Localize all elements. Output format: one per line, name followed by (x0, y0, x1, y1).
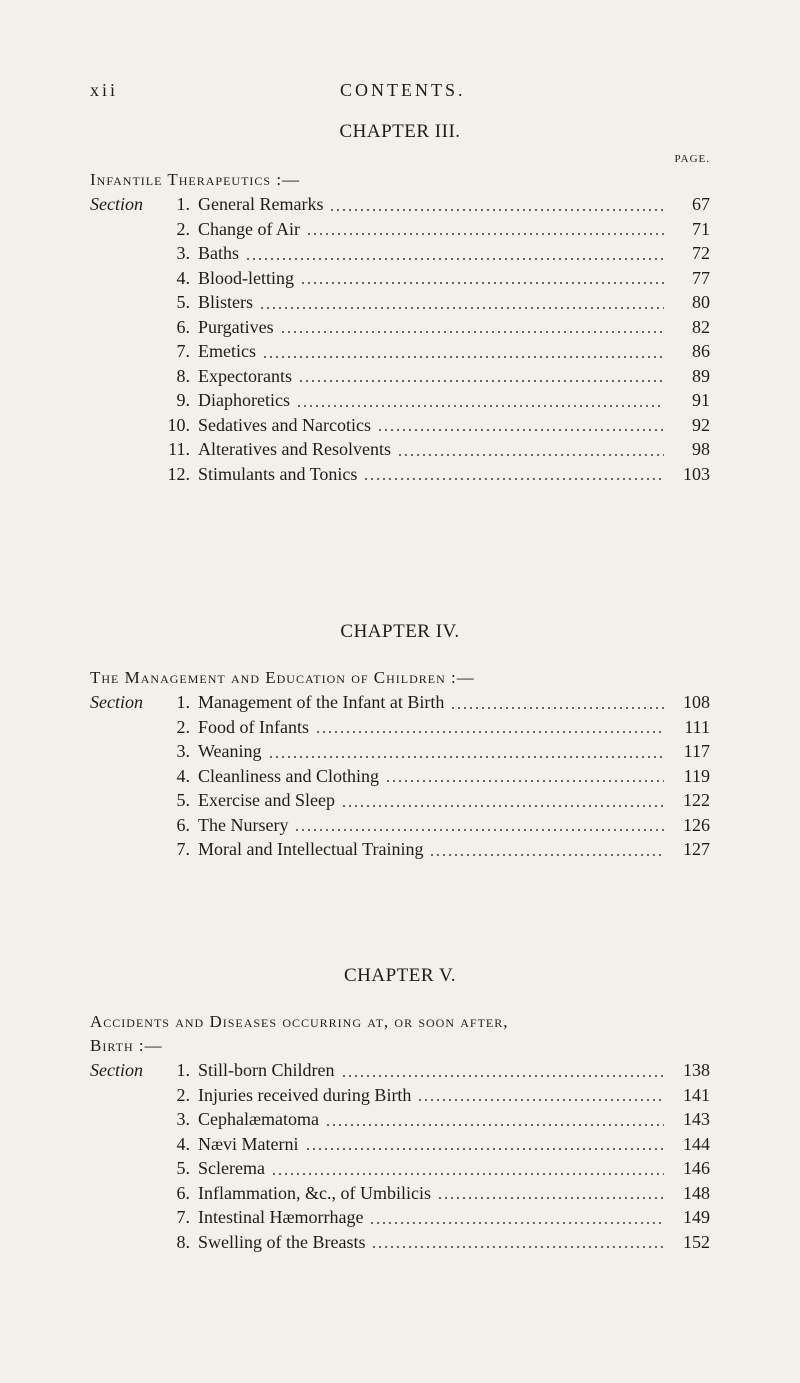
dot-leader (271, 1160, 664, 1175)
toc-entry[interactable] (90, 241, 710, 266)
entry-page: 80 (692, 292, 710, 312)
entry-title: Cleanliness and Clothing (198, 765, 379, 786)
entry-page: 127 (683, 839, 710, 859)
entry-number: 8. (176, 1231, 190, 1252)
entry-number: 7. (176, 839, 190, 859)
entry-title: Change of Air (198, 218, 300, 239)
entry-title: Inflammation, &c., of Umbilicis (198, 1182, 431, 1203)
toc-entry[interactable] (90, 364, 710, 389)
entry-page: 146 (683, 1158, 710, 1178)
entry-page: 144 (683, 1133, 710, 1154)
dot-leader (329, 196, 664, 211)
toc-entry[interactable] (90, 266, 710, 291)
toc-entry[interactable] (90, 764, 710, 789)
dot-leader (385, 768, 664, 783)
entry-title: Food of Infants (198, 716, 309, 737)
entry-title: Sclerema (198, 1158, 265, 1178)
toc-entry[interactable] (90, 1205, 710, 1230)
dot-leader (429, 841, 664, 856)
entry-title: Sedatives and Narcotics (198, 414, 371, 435)
dot-leader (377, 417, 664, 432)
toc-entry[interactable] (90, 437, 710, 462)
entry-number: 2. (176, 716, 190, 737)
entry-number: 2. (176, 1084, 190, 1105)
entry-title: Injuries received during Birth (198, 1084, 412, 1105)
toc-entry[interactable] (90, 388, 710, 413)
entry-page: 98 (692, 439, 710, 459)
toc-entry[interactable] (90, 715, 710, 740)
dot-leader (437, 1185, 664, 1200)
entry-number: 8. (176, 365, 190, 386)
entry-title: Exercise and Sleep (198, 790, 335, 810)
entry-page: 108 (683, 692, 710, 712)
chapter-5-heading: CHAPTER V. (344, 965, 456, 986)
entry-title: Moral and Intellectual Training (198, 839, 424, 859)
dot-leader (298, 368, 664, 383)
entry-page: 148 (683, 1182, 710, 1203)
entry-page: 149 (683, 1207, 710, 1227)
dot-leader (417, 1087, 664, 1102)
chapter-4-part-title: The Management and Education of Children :— (90, 668, 475, 687)
toc-entry[interactable] (90, 413, 710, 438)
dot-leader (371, 1234, 664, 1249)
entry-page: 143 (683, 1109, 710, 1129)
entry-page: 71 (692, 218, 710, 239)
entry-number: 5. (176, 790, 190, 810)
dot-leader (268, 743, 664, 758)
entry-title: Weaning (198, 741, 262, 761)
entry-number: 12. (167, 463, 190, 484)
dot-leader (450, 694, 664, 709)
running-head-title: CONTENTS. (340, 80, 466, 100)
dot-leader (341, 1062, 665, 1077)
entry-number: 1. (176, 194, 190, 214)
chapter-4-entries (90, 690, 710, 862)
toc-entry[interactable] (90, 315, 710, 340)
dot-leader (369, 1209, 664, 1224)
toc-entry[interactable] (90, 1156, 710, 1181)
dot-leader (296, 392, 664, 407)
entry-page: 152 (683, 1231, 710, 1252)
toc-entry[interactable] (90, 217, 710, 242)
entry-number: 9. (176, 390, 190, 410)
entry-number: 2. (176, 218, 190, 239)
entry-number: 4. (176, 1133, 190, 1154)
dot-leader (294, 817, 664, 832)
entry-page: 82 (692, 316, 710, 337)
entry-title: Diaphoretics (198, 390, 290, 410)
entry-number: 6. (176, 316, 190, 337)
toc-entry[interactable] (90, 1083, 710, 1108)
dot-leader (262, 343, 664, 358)
entry-title: Management of the Infant at Birth (198, 692, 445, 712)
entry-title: Stimulants and Tonics (198, 463, 358, 484)
toc-entry[interactable] (90, 813, 710, 838)
dot-leader (397, 441, 664, 456)
toc-entry[interactable] (90, 1181, 710, 1206)
chapter-3-part-title: Infantile Therapeutics :— (90, 170, 301, 189)
entry-page: 117 (683, 741, 710, 761)
dot-leader (306, 221, 664, 236)
entry-page: 91 (692, 390, 710, 410)
entry-number: 1. (176, 692, 190, 712)
entry-title: The Nursery (198, 814, 289, 835)
entry-number: 10. (167, 414, 190, 435)
entry-title: Purgatives (198, 316, 274, 337)
toc-entry[interactable] (90, 1107, 710, 1132)
entry-page: 77 (692, 267, 710, 288)
entry-page: 119 (683, 765, 710, 786)
entry-number: 3. (176, 741, 190, 761)
entry-title: Alteratives and Resolvents (198, 439, 391, 459)
entry-page: 89 (692, 365, 710, 386)
toc-entry[interactable] (90, 739, 710, 764)
chapter-3 (90, 118, 710, 486)
entry-title: Nævi Materni (198, 1133, 299, 1154)
entry-number: 5. (176, 1158, 190, 1178)
entry-page: 67 (692, 194, 710, 214)
dot-leader (341, 792, 664, 807)
chapter-5-part-title-line1: Accidents and Diseases occurring at, or soon after, (90, 1012, 509, 1031)
chapter-5-entries (90, 1058, 710, 1254)
entry-title: Blood-letting (198, 267, 294, 288)
toc-entry[interactable] (90, 837, 710, 862)
entry-number: 7. (176, 1207, 190, 1227)
dot-leader (363, 466, 664, 481)
entry-page: 141 (683, 1084, 710, 1105)
toc-entry[interactable] (90, 690, 710, 715)
entry-number: 4. (176, 267, 190, 288)
toc-entry[interactable] (90, 1058, 710, 1083)
toc-entry[interactable] (90, 1132, 710, 1157)
toc-entry[interactable] (90, 1230, 710, 1255)
chapter-5-part-title-line2: Birth :— (90, 1036, 163, 1055)
entry-title: General Remarks (198, 194, 324, 214)
dot-leader (280, 319, 664, 334)
entry-page: 72 (692, 243, 710, 263)
dot-leader (305, 1136, 665, 1151)
entry-page: 103 (683, 463, 710, 484)
entry-number: 11. (168, 439, 190, 459)
chapter-5 (90, 962, 710, 1254)
entry-page: 138 (683, 1060, 710, 1080)
running-head (90, 80, 710, 104)
entry-number: 6. (176, 1182, 190, 1203)
entry-page: 86 (692, 341, 710, 361)
page-column-label: PAGE. (674, 153, 710, 165)
entry-number: 5. (176, 292, 190, 312)
entry-title: Blisters (198, 292, 254, 312)
entry-number: 1. (176, 1060, 190, 1080)
page-folio: xii (90, 80, 119, 100)
section-label: Section (90, 1060, 143, 1080)
entry-title: Expectorants (198, 365, 292, 386)
toc-entry[interactable] (90, 788, 710, 813)
entry-number: 3. (176, 243, 190, 263)
entry-page: 111 (684, 716, 710, 737)
entry-title: Swelling of the Breasts (198, 1231, 366, 1252)
entry-title: Cephalæmatoma (198, 1109, 319, 1129)
entry-number: 3. (176, 1109, 190, 1129)
entry-title: Intestinal Hæmorrhage (198, 1207, 364, 1227)
toc-entry[interactable] (90, 339, 710, 364)
toc-entry[interactable] (90, 192, 710, 217)
entry-number: 4. (176, 765, 190, 786)
dot-leader (315, 719, 664, 734)
entry-title: Still-born Children (198, 1060, 335, 1080)
entry-title: Emetics (198, 341, 256, 361)
section-label: Section (90, 194, 143, 214)
entry-page: 126 (683, 814, 710, 835)
entry-number: 7. (176, 341, 190, 361)
dot-leader (325, 1111, 664, 1126)
dot-leader (245, 245, 664, 260)
chapter-4-heading: CHAPTER IV. (340, 621, 460, 642)
entry-number: 6. (176, 814, 190, 835)
dot-leader (300, 270, 664, 285)
chapter-4 (90, 618, 710, 862)
entry-title: Baths (198, 243, 240, 263)
chapter-3-entries (90, 192, 710, 486)
toc-entry[interactable] (90, 462, 710, 487)
chapter-3-heading: CHAPTER III. (339, 121, 461, 142)
entry-page: 122 (683, 790, 710, 810)
section-label: Section (90, 692, 143, 712)
dot-leader (259, 294, 664, 309)
entry-page: 92 (692, 414, 710, 435)
toc-entry[interactable] (90, 290, 710, 315)
